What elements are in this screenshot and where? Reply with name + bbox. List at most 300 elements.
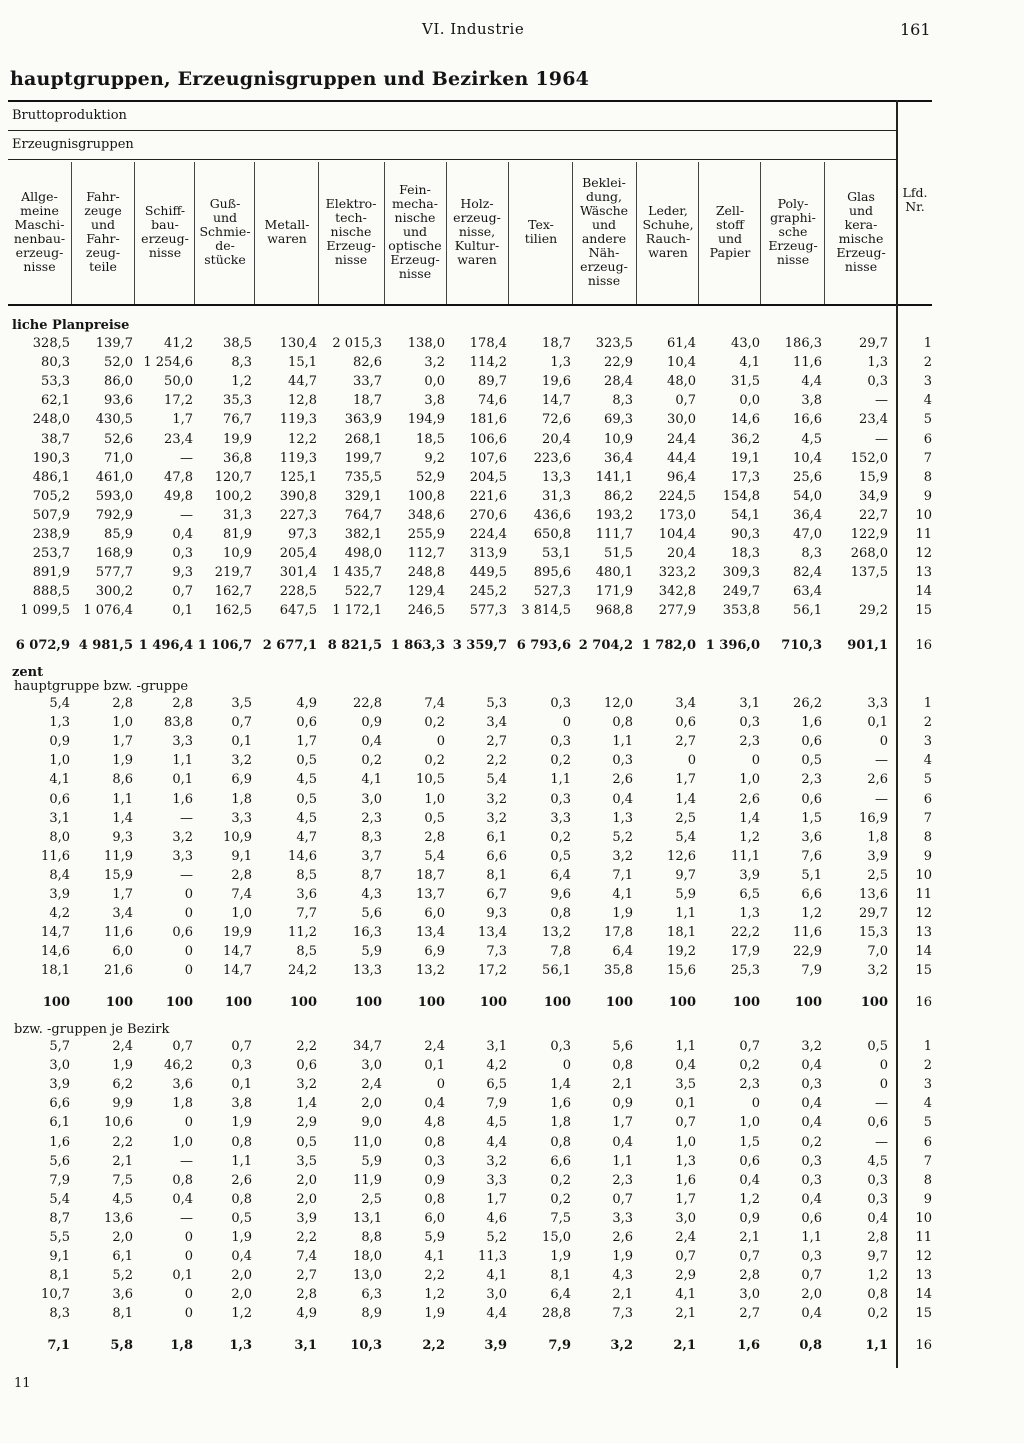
table-cell: 3,2 [486, 791, 507, 807]
table-cell: 7,8 [550, 944, 571, 960]
table-cell: 8,3 [612, 393, 633, 409]
table-cell: 15,6 [667, 963, 696, 979]
table-cell: 0 [184, 887, 193, 902]
table-cell: 5,1 [801, 867, 822, 883]
table-cell: 46,2 [164, 1058, 193, 1074]
table-cell: 3,9 [484, 1338, 507, 1353]
table-cell: 8,1 [550, 1268, 571, 1284]
table-cell: 5,6 [612, 1039, 633, 1054]
table-cell: 0,2 [550, 829, 571, 845]
table-row [0, 925, 1024, 944]
row-number: 11 [915, 527, 932, 542]
table-cell: 194,9 [407, 412, 445, 428]
table-cell: 0,1 [231, 734, 252, 750]
table-cell: 53,3 [41, 374, 70, 390]
table-cell: 0,1 [231, 1077, 252, 1093]
table-row [0, 734, 1024, 753]
table-cell: 16,9 [859, 810, 888, 826]
table-cell: 14,7 [223, 944, 252, 960]
table-cell: 0,6 [801, 734, 822, 750]
header-bottom-rule [8, 304, 932, 306]
table-cell: 0,9 [739, 1210, 760, 1226]
table-cell: 5,4 [49, 696, 70, 711]
table-cell: 449,5 [469, 565, 507, 581]
column-header: Zell- stoff und Papier [709, 203, 751, 260]
table-cell: 3,5 [231, 696, 252, 711]
table-row [0, 355, 1024, 374]
table-cell: 3,8 [231, 1096, 252, 1112]
table-row [0, 906, 1024, 925]
table-cell: 1,5 [739, 1134, 760, 1150]
row-number: 7 [923, 1153, 932, 1169]
table-cell: 0,3 [801, 1172, 822, 1188]
row-number: 12 [915, 1249, 932, 1265]
table-cell: 221,6 [469, 488, 507, 504]
table-cell: 5,9 [424, 1230, 445, 1245]
table-cell: 0,8 [612, 1058, 633, 1074]
table-cell: 86,2 [604, 488, 633, 504]
table-cell: 1,2 [231, 1306, 252, 1322]
row-number: 13 [915, 565, 932, 581]
table-cell: 6,1 [486, 829, 507, 845]
table-cell: 0,1 [424, 1058, 445, 1074]
table-cell: 10,3 [350, 1338, 382, 1353]
table-cell: 0 [562, 715, 571, 731]
table-row [0, 1077, 1024, 1096]
table-cell: 1,4 [550, 1077, 571, 1093]
row-number: 5 [923, 772, 932, 788]
table-cell: 11,9 [353, 1172, 382, 1188]
column-header: Holz- erzeug- nisse, Kultur- waren [453, 196, 501, 267]
table-cell: 5,6 [49, 1153, 70, 1169]
table-cell: 0,1 [675, 1096, 696, 1112]
table-cell: 2,8 [296, 1287, 317, 1303]
table-cell: 13,7 [416, 887, 445, 902]
table-cell: 76,7 [223, 412, 252, 428]
table-cell: 895,6 [533, 565, 571, 581]
table-cell: 323,5 [595, 336, 633, 351]
table-cell: 15,0 [542, 1230, 571, 1245]
table-cell: 2,0 [296, 1191, 317, 1207]
table-cell: 29,7 [859, 906, 888, 922]
table-cell: 15,9 [859, 469, 888, 485]
table-cell: 1,6 [801, 715, 822, 731]
row-number: 1 [923, 336, 932, 351]
table-cell: 1,2 [739, 829, 760, 845]
table-cell: 6,0 [424, 906, 445, 922]
table-cell: 4,4 [486, 1134, 507, 1150]
table-cell: 3,0 [486, 1287, 507, 1303]
table-cell: 1,1 [550, 772, 571, 788]
table-cell: 792,9 [95, 507, 133, 523]
table-cell: 190,3 [32, 450, 70, 466]
table-cell: 1,0 [424, 791, 445, 807]
table-cell: 8,1 [486, 867, 507, 883]
table-cell: 2,2 [112, 1134, 133, 1150]
row-number: 16 [915, 995, 932, 1010]
table-cell: 0,7 [172, 1039, 193, 1054]
table-cell: 0,7 [801, 1268, 822, 1284]
table-cell: 5,4 [675, 829, 696, 845]
table-cell: 1,3 [550, 355, 571, 371]
table-row [0, 1211, 1024, 1230]
table-cell: 2,6 [739, 791, 760, 807]
table-cell: 12,0 [604, 696, 633, 711]
row-number: 11 [915, 887, 932, 902]
table-cell: 49,8 [164, 488, 193, 504]
table-cell: 8,7 [361, 867, 382, 883]
table-cell: 31,5 [731, 374, 760, 390]
table-row [0, 603, 1024, 622]
table-cell: 2,5 [867, 867, 888, 883]
table-cell: 2,7 [739, 1306, 760, 1322]
table-row [0, 393, 1024, 412]
table-cell: 6,1 [112, 1249, 133, 1265]
table-cell: 0 [879, 1077, 888, 1093]
table-cell: 63,4 [793, 584, 822, 600]
table-cell: 100 [105, 995, 133, 1010]
table-cell: 15,3 [859, 925, 888, 941]
table-cell: 0,3 [801, 1249, 822, 1265]
table-cell: 968,8 [595, 603, 633, 619]
table-cell: 9,7 [867, 1249, 888, 1265]
table-cell: 31,3 [223, 507, 252, 523]
table-cell: 0,3 [867, 1172, 888, 1188]
table-cell: — [180, 867, 193, 883]
table-cell: 11,6 [793, 925, 822, 941]
table-cell: 0,9 [612, 1096, 633, 1112]
row-number: 13 [915, 1268, 932, 1284]
table-cell: 6,5 [486, 1077, 507, 1093]
table-cell: 11,2 [288, 925, 317, 941]
table-cell: 593,0 [95, 488, 133, 504]
table-cell: 6 793,6 [516, 638, 571, 653]
table-row [0, 432, 1024, 451]
table-cell: 0,2 [550, 1191, 571, 1207]
table-cell: 205,4 [279, 546, 317, 562]
table-cell: 2,7 [296, 1268, 317, 1284]
table-row [0, 696, 1024, 715]
table-cell: 3,8 [801, 393, 822, 409]
table-cell: 24,4 [667, 431, 696, 447]
table-cell: 7,9 [548, 1338, 571, 1353]
table-cell: 6,3 [361, 1287, 382, 1303]
table-row [0, 944, 1024, 963]
table-cell: 0,6 [801, 791, 822, 807]
table-cell: 7,4 [296, 1249, 317, 1265]
table-cell: 96,4 [667, 469, 696, 485]
table-cell: 3,3 [612, 1210, 633, 1226]
table-cell: 0,3 [172, 546, 193, 562]
table-cell: 0,5 [550, 848, 571, 864]
table-cell: 0,3 [550, 696, 571, 711]
table-cell: 2,0 [231, 1287, 252, 1303]
table-cell: 4,5 [486, 1115, 507, 1131]
table-cell: 9,7 [675, 867, 696, 883]
table-cell: 5,2 [486, 1230, 507, 1245]
column-rule [71, 162, 72, 304]
running-head: VI. Industrie [422, 20, 525, 38]
table-cell: 3,4 [486, 715, 507, 731]
column-rule [636, 162, 637, 304]
erzeugnisgruppen-label: Erzeugnisgruppen [12, 137, 134, 152]
table-cell: 577,3 [469, 603, 507, 619]
table-cell: 0 [687, 753, 696, 769]
table-cell: 22,8 [353, 696, 382, 711]
table-cell: 0,7 [675, 1249, 696, 1265]
table-cell: 0 [184, 1115, 193, 1131]
table-cell: 44,4 [667, 450, 696, 466]
row-number: 10 [915, 1210, 932, 1226]
table-cell: 705,2 [32, 488, 70, 504]
table-cell: 26,2 [793, 696, 822, 711]
footer-page-ref: 11 [14, 1376, 31, 1391]
table-row [0, 1173, 1024, 1192]
table-cell: 18,1 [667, 925, 696, 941]
table-cell: 0,5 [867, 1039, 888, 1054]
table-cell: 28,8 [542, 1306, 571, 1322]
table-cell: 3,2 [486, 810, 507, 826]
table-cell: 1,9 [612, 1249, 633, 1265]
table-row [0, 565, 1024, 584]
table-cell: 270,6 [469, 507, 507, 523]
row-number: 16 [915, 1338, 932, 1353]
table-cell: 1,0 [739, 772, 760, 788]
table-cell: 0,3 [424, 1153, 445, 1169]
table-cell: 2,3 [739, 1077, 760, 1093]
table-cell: 2,9 [675, 1268, 696, 1284]
table-cell: 10,4 [793, 450, 822, 466]
table-cell: 129,4 [407, 584, 445, 600]
table-cell: 0,1 [172, 603, 193, 619]
table-cell: 249,7 [722, 584, 760, 600]
row-number: 14 [915, 1287, 932, 1303]
table-cell: 50,0 [164, 374, 193, 390]
table-cell: 4,9 [296, 1306, 317, 1322]
table-cell: 0 [184, 1306, 193, 1322]
table-cell: 1,8 [231, 791, 252, 807]
table-cell: 4,6 [486, 1210, 507, 1226]
table-cell: 342,8 [658, 584, 696, 600]
table-cell: 100,8 [407, 488, 445, 504]
table-cell: 238,9 [32, 527, 70, 542]
table-cell: 223,6 [533, 450, 571, 466]
table-cell: 1,3 [867, 355, 888, 371]
column-header: Guß- und Schmie- de- stücke [199, 196, 251, 267]
table-cell: 2,7 [675, 734, 696, 750]
table-cell: 0,5 [424, 810, 445, 826]
table-cell: 13,4 [478, 925, 507, 941]
table-cell: 9,0 [361, 1115, 382, 1131]
table-cell: 100 [860, 995, 888, 1010]
table-cell: 19,6 [542, 374, 571, 390]
table-cell: 2,6 [231, 1172, 252, 1188]
table-cell: 100 [668, 995, 696, 1010]
table-cell: 1,3 [675, 1153, 696, 1169]
table-cell: 7,9 [486, 1096, 507, 1112]
table-cell: 0,1 [867, 715, 888, 731]
table-cell: 0 [184, 1287, 193, 1303]
table-cell: 22,7 [859, 507, 888, 523]
table-cell: 1,6 [550, 1096, 571, 1112]
table-cell: 52,0 [104, 355, 133, 371]
table-cell: 7,3 [612, 1306, 633, 1322]
table-cell: 41,2 [164, 336, 193, 351]
table-cell: 1,0 [739, 1115, 760, 1131]
table-cell: 7,9 [49, 1172, 70, 1188]
table-cell: — [180, 507, 193, 523]
table-cell: 36,2 [731, 431, 760, 447]
table-cell: — [180, 810, 193, 826]
column-header: Fahr- zeuge und Fahr- zeug- teile [84, 189, 122, 274]
table-cell: 0,3 [867, 374, 888, 390]
table-cell: 0,4 [867, 1210, 888, 1226]
table-cell: 0,8 [550, 906, 571, 922]
table-cell: 15,1 [288, 355, 317, 371]
column-rule [760, 162, 761, 304]
table-cell: 5,9 [361, 944, 382, 960]
table-cell: 11,9 [104, 848, 133, 864]
row-number: 9 [923, 488, 932, 504]
table-cell: 2,4 [675, 1230, 696, 1245]
table-cell: 4,1 [612, 887, 633, 902]
table-cell: 4,5 [112, 1191, 133, 1207]
table-cell: 100 [289, 995, 317, 1010]
table-cell: 3,1 [739, 696, 760, 711]
row-number: 1 [923, 1039, 932, 1054]
table-cell: 11,0 [353, 1134, 382, 1150]
table-cell: 8 821,5 [327, 638, 382, 653]
table-cell: 8,9 [361, 1306, 382, 1322]
column-header: Tex- tilien [524, 217, 558, 246]
table-cell: 22,9 [793, 944, 822, 960]
table-cell: 246,5 [407, 603, 445, 619]
table-cell: 1,9 [112, 1058, 133, 1074]
table-cell: 162,5 [214, 603, 252, 619]
table-cell: 6,0 [424, 1210, 445, 1226]
table-cell: 1,3 [49, 715, 70, 731]
table-cell: 18,1 [41, 963, 70, 979]
table-cell: 647,5 [279, 603, 317, 619]
bruttoproduktion-label: Bruttoproduktion [12, 108, 127, 123]
table-row [0, 868, 1024, 887]
table-cell: 13,4 [416, 925, 445, 941]
row-number: 13 [915, 925, 932, 941]
row-number: 10 [915, 507, 932, 523]
table-cell: 1,2 [867, 1268, 888, 1284]
table-cell: 430,5 [95, 412, 133, 428]
table-cell: 1 076,4 [83, 603, 133, 619]
table-cell: 0,2 [424, 753, 445, 769]
table-cell: 52,6 [104, 431, 133, 447]
table-cell: 0 [184, 1249, 193, 1265]
table-cell: 3 359,7 [452, 638, 507, 653]
table-cell: 3,0 [361, 791, 382, 807]
table-cell: 268,1 [344, 431, 382, 447]
table-cell: 8,1 [49, 1268, 70, 1284]
table-cell: 2,4 [361, 1077, 382, 1093]
table-cell: 193,2 [595, 507, 633, 523]
row-number: 14 [915, 944, 932, 960]
table-cell: 2,2 [486, 753, 507, 769]
table-cell: 35,3 [223, 393, 252, 409]
table-cell: 17,3 [731, 469, 760, 485]
table-cell: 10,5 [416, 772, 445, 788]
table-cell: 4,1 [486, 1268, 507, 1284]
table-cell: 48,0 [667, 374, 696, 390]
table-cell: 21,6 [104, 963, 133, 979]
table-cell: 0,1 [172, 1268, 193, 1284]
table-cell: 1 254,6 [143, 355, 193, 371]
table-cell: 12,6 [667, 848, 696, 864]
table-cell: 6,6 [49, 1096, 70, 1112]
table-cell: 8,0 [49, 829, 70, 845]
table-cell: 19,9 [223, 925, 252, 941]
table-cell: 268,0 [850, 546, 888, 562]
table-cell: 0 [751, 1096, 760, 1112]
table-cell: 69,3 [604, 412, 633, 428]
table-cell: — [875, 791, 888, 807]
table-cell: — [180, 1210, 193, 1226]
table-cell: 120,7 [214, 469, 252, 485]
table-cell: 0,5 [296, 1134, 317, 1150]
table-cell: 0,8 [231, 1191, 252, 1207]
table-cell: 329,1 [344, 488, 382, 504]
table-cell: 3,6 [172, 1077, 193, 1093]
table-cell: 4,1 [739, 355, 760, 371]
table-cell: 6,0 [112, 944, 133, 960]
table-cell: 436,6 [533, 507, 571, 523]
table-cell: 3,9 [49, 887, 70, 902]
table-cell: 0,6 [801, 1210, 822, 1226]
table-cell: 3,8 [424, 393, 445, 409]
table-cell: 0,2 [424, 715, 445, 731]
table-cell: 1,0 [231, 906, 252, 922]
table-cell: 20,4 [667, 546, 696, 562]
table-cell: 3 814,5 [521, 603, 571, 619]
table-cell: 20,4 [542, 431, 571, 447]
row-number: 5 [923, 412, 932, 428]
table-cell: 2,2 [296, 1039, 317, 1054]
table-cell: 0,8 [867, 1287, 888, 1303]
table-cell: 9,2 [424, 450, 445, 466]
table-cell: 16,3 [353, 925, 382, 941]
table-cell: 0,2 [801, 1134, 822, 1150]
table-cell: 23,4 [164, 431, 193, 447]
table-cell: 130,4 [279, 336, 317, 351]
table-cell: 245,2 [469, 584, 507, 600]
table-cell: 9,3 [112, 829, 133, 845]
table-row [0, 849, 1024, 868]
table-cell: 4 981,5 [78, 638, 133, 653]
table-cell: 0,2 [867, 1306, 888, 1322]
table-cell: 0,8 [612, 715, 633, 731]
table-cell: 1,1 [675, 906, 696, 922]
table-cell: 0,9 [49, 734, 70, 750]
table-row [0, 1192, 1024, 1211]
table-cell: 1,2 [424, 1287, 445, 1303]
table-cell: 1,7 [112, 887, 133, 902]
table-cell: 0,4 [231, 1249, 252, 1265]
column-header: Poly- graphi- sche Erzeug- nisse [768, 196, 818, 267]
table-cell: 100 [42, 995, 70, 1010]
table-cell: 3,2 [172, 829, 193, 845]
table-cell: 0 [184, 963, 193, 979]
table-cell: 0,2 [550, 753, 571, 769]
table-cell: 2 015,3 [332, 336, 382, 351]
table-cell: 1,1 [865, 1338, 888, 1353]
table-cell: 138,0 [407, 336, 445, 351]
